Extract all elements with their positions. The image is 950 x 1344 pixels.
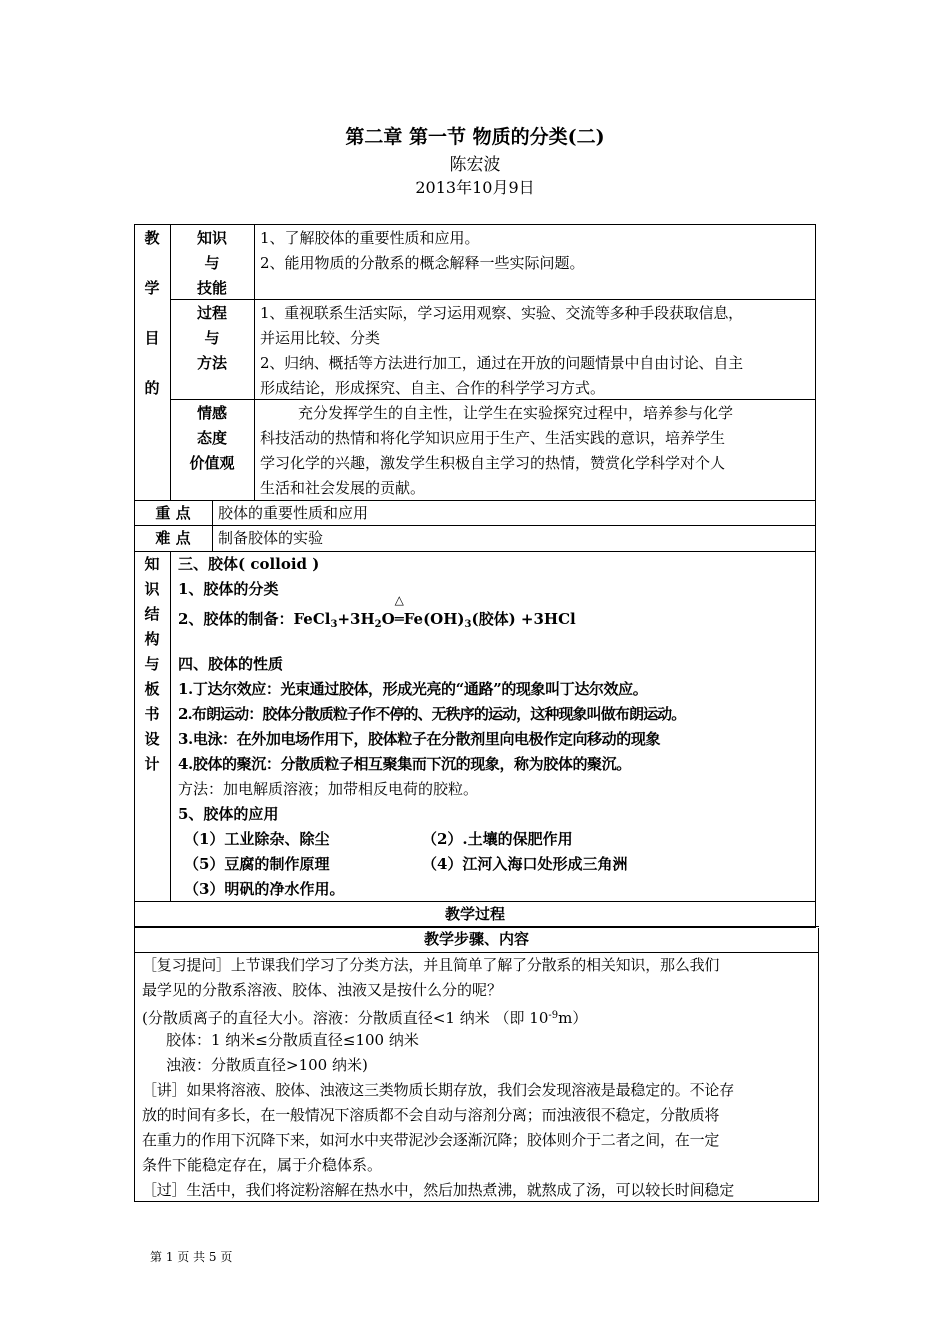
emotion-label: 价值观	[189, 454, 235, 472]
board-label: 板	[144, 680, 160, 698]
key-point-label: 重 点	[155, 504, 191, 522]
knowledge-label: 技能	[196, 279, 227, 297]
board-label: 结	[144, 605, 160, 623]
heating-condition	[394, 593, 404, 632]
steps-title: 教学步骤、内容	[423, 930, 529, 948]
answer-line: 胶体：1 纳米≤分散质直径≤100 纳米	[166, 1031, 419, 1049]
lecture-line	[142, 1078, 734, 1103]
board-label: 计	[144, 755, 160, 773]
lecture-line: 放的时间有多长，在一般情况下溶质都不会自动与溶剂分离；而浊液很不稳定，分散质将	[142, 1106, 720, 1124]
table-border	[818, 928, 819, 1201]
equals-sign: ═	[394, 610, 404, 628]
table-border	[170, 299, 816, 300]
subscript: 2	[374, 619, 382, 630]
lecture-text: 如果将溶液、胶体、浊液这三类物质长期存放，我们会发现溶液是最稳定的。不论存	[186, 1081, 735, 1099]
knowledge-text: 1、了解胶体的重要性质和应用。	[260, 229, 480, 247]
emotion-text: 充分发挥学生的自主性，让学生在实验探究过程中，培养参与化学	[298, 404, 734, 422]
board-item: 1.丁达尔效应：光束通过胶体，形成光亮的“通路”的现象叫丁达尔效应。	[178, 680, 648, 698]
process-title: 教学过程	[444, 905, 505, 923]
equation-text: O	[381, 610, 395, 628]
page-title: 第二章 第一节 物质的分类(二)	[345, 126, 605, 148]
transition-text: 生活中，我们将淀粉溶解在热水中，然后加热煮沸，就熬成了汤，可以较长时间稳定	[186, 1181, 735, 1199]
page-footer: 第 1 页 共 5 页	[150, 1250, 233, 1264]
process-text: 2、归纳、概括等方法进行加工，通过在开放的问题情景中自由讨论、自主	[260, 354, 743, 372]
review-question	[142, 953, 719, 978]
knowledge-label: 与	[204, 254, 220, 272]
objectives-label: 学	[144, 279, 160, 297]
emotion-text: 科技活动的热情和将化学知识应用于生产、生活实践的意识，培养学生	[260, 429, 726, 447]
answer-text: m）	[558, 1009, 588, 1027]
review-tag: ［复习提问］	[142, 956, 231, 974]
board-label: 知	[144, 555, 160, 573]
date: 2013年10月9日	[415, 178, 535, 197]
process-label: 与	[204, 329, 220, 347]
difficulty-text: 制备胶体的实验	[218, 529, 324, 547]
board-item: 4.胶体的聚沉：分散质粒子相互聚集而下沉的现象，称为胶体的聚沉。	[178, 755, 631, 773]
superscript: -9	[548, 1010, 559, 1021]
table-border	[254, 224, 255, 500]
application-item: （5）豆腐的制作原理	[184, 855, 330, 873]
equation-text: (胶体) +3HCl	[471, 610, 576, 628]
equation-text: +3H	[337, 610, 375, 628]
process-text: 形成结论，形成探究、自主、合作的科学学习方式。	[260, 379, 606, 397]
process-text: 并运用比较、分类	[260, 329, 381, 347]
knowledge-label: 知识	[196, 229, 227, 247]
objectives-label: 的	[144, 379, 160, 397]
emotion-label: 情感	[196, 404, 227, 422]
board-label: 与	[144, 655, 160, 673]
emotion-label: 态度	[196, 429, 227, 447]
objectives-label: 目	[144, 329, 160, 347]
application-item: （1）工业除杂、除尘	[184, 830, 330, 848]
process-label: 方法	[196, 354, 227, 372]
process-text: 1、重视联系生活实际，学习运用观察、实验、交流等多种手段获取信息，	[260, 304, 743, 322]
board-label: 构	[144, 630, 160, 648]
emotion-text: 生活和社会发展的贡献。	[260, 479, 426, 497]
board-label: 识	[144, 580, 160, 598]
answer-line: 浊液：分散质直径>100 纳米)	[166, 1056, 368, 1074]
lecture-line: 条件下能稳定存在，属于介稳体系。	[142, 1156, 383, 1174]
equation-prefix: 2、胶体的制备：	[178, 610, 294, 628]
transition-tag: ［过］	[142, 1181, 187, 1199]
equation-text: FeCl	[293, 610, 331, 628]
author: 陈宏波	[449, 155, 501, 175]
review-text: 上节课我们学习了分类方法，并且简单了解了分散系的相关知识，那么我们	[230, 956, 720, 974]
board-label: 书	[144, 705, 160, 723]
answer-text: (分散质离子的直径大小。溶液：分散质直径<1 纳米 （即 10	[142, 1009, 549, 1027]
board-heading: 四、胶体的性质	[178, 655, 284, 673]
board-item: 3.电泳：在外加电场作用下，胶体粒子在分散剂里向电极作定向移动的现象	[178, 730, 661, 748]
subscript: 3	[464, 619, 472, 630]
application-item: （2）.土壤的保肥作用	[422, 830, 573, 848]
objectives-label: 教	[144, 229, 160, 247]
review-question: 最学见的分散系溶液、胶体、浊液又是按什么分的呢？	[142, 981, 503, 999]
delta-icon: △	[394, 593, 404, 607]
application-item: （3）明矾的净水作用。	[184, 880, 345, 898]
answer-line	[142, 1003, 587, 1031]
table-border	[134, 928, 135, 1201]
board-label: 设	[144, 730, 160, 748]
equation-text: Fe(OH)	[403, 610, 465, 628]
lecture-line: 在重力的作用下沉降下来，如河水中夹带泥沙会逐渐沉降；胶体则介于二者之间，在一定	[142, 1131, 720, 1149]
board-heading: 三、胶体( colloid )	[178, 555, 320, 573]
transition-line	[142, 1178, 734, 1203]
board-item: 2.布朗运动：胶体分散质粒子作不停的、无秩序的运动，这种现象叫做布朗运动。	[178, 705, 686, 723]
process-label: 过程	[196, 304, 227, 322]
emotion-text: 学习化学的兴趣，激发学生积极自主学习的热情，赞赏化学科学对个人	[260, 454, 726, 472]
board-item: 1、胶体的分类	[178, 580, 279, 598]
table-border	[170, 551, 171, 901]
subscript: 3	[330, 619, 338, 630]
application-item: （4）江河入海口处形成三角洲	[422, 855, 628, 873]
board-item: 方法：加电解质溶液；加带相反电荷的胶粒。	[178, 780, 479, 798]
difficulty-label: 难 点	[155, 529, 191, 547]
key-point-text: 胶体的重要性质和应用	[218, 504, 369, 522]
board-equation	[178, 593, 576, 637]
knowledge-text: 2、能用物质的分散系的概念解释一些实际问题。	[260, 254, 585, 272]
board-heading: 5、胶体的应用	[178, 805, 279, 823]
lecture-tag: ［讲］	[142, 1081, 187, 1099]
